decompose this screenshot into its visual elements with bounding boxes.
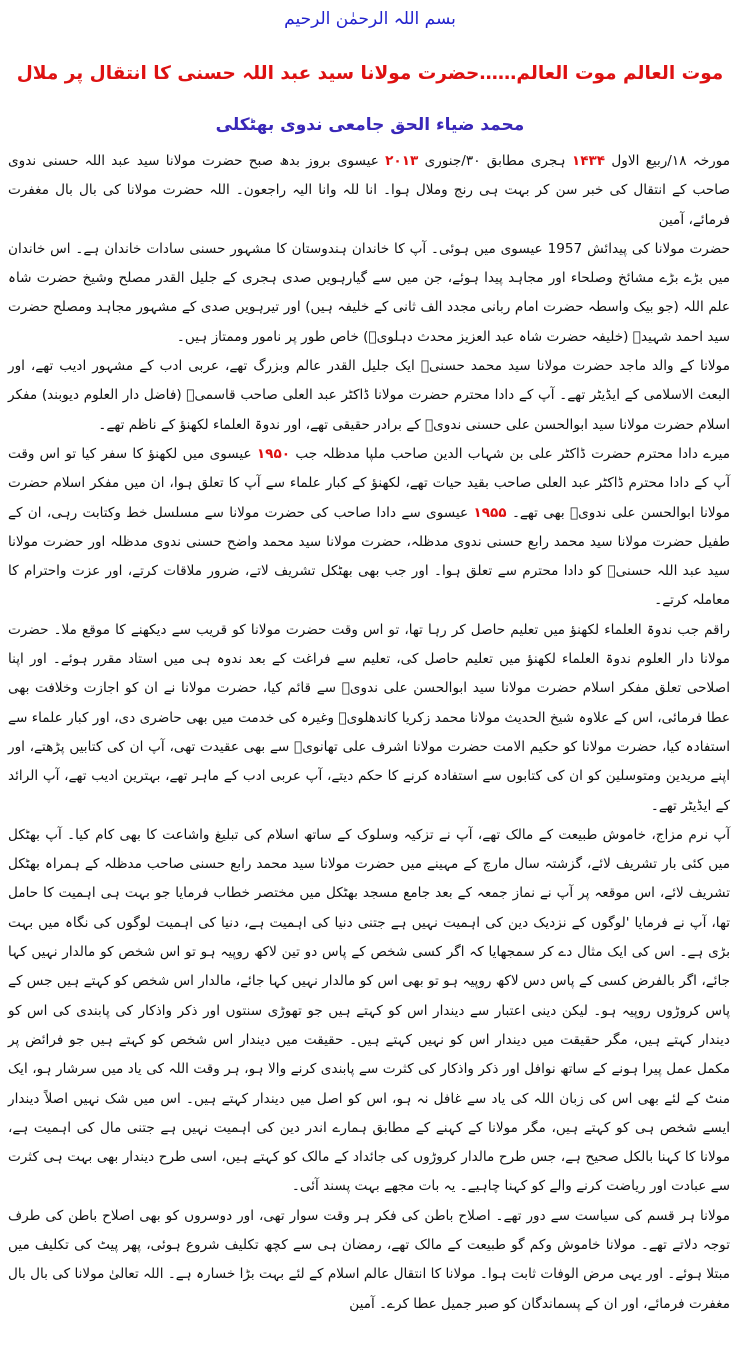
paragraph-closing: مولانا ہر قسم کی سیاست سے دور تھے۔ اصلاح باطن کی فکر ہر وقت سوار تھی، اور دوسروں کو بھی اصلاح باطن کی طرف توجہ دلاتے تھے۔ مولانا خاموش وکم گو طبیعت کے مالک تھے، رمضان ہی سے کچھ تکلیف شروع ہوئی، پھر پیٹ کی تکلیف میں مبتلا ہوئے۔ اور یہی مرض الوفات ثابت ہوا۔ مولانا کا انتقال عالم اسلام کے لئے بہت بڑا خسارہ ہے۔ اللہ تعالیٰ مولانا کی بال بال مغفرت فرمائے، اور ان کے پسماندگان کو صبر جمیل عطا کرے۔ آمین: [8, 1207, 730, 1312]
gregorian-year: ۲۰۱۳: [385, 153, 419, 169]
article-title: موت العالم موت العالم……حضرت مولانا سید عبد اللہ حسنی کا انتقال پر ملال: [16, 63, 724, 84]
paragraph-announcement: [8, 147, 730, 235]
author-byline: محمد ضیاء الحق جامعی ندوی بھٹکلی: [215, 115, 525, 135]
paragraph-text: مورخہ ۱۸/ربیع الاول: [605, 153, 731, 169]
paragraph-education: راقم جب ندوۃ العلماء لکھنؤ میں تعلیم حاصل کر رہا تھا، تو اس وقت حضرت مولانا کو قریب سے دیکھنے کا موقع ملا۔ حضرت مولانا دار العلوم ندوۃ العلماء لکھنؤ میں تعلیم حاصل کی، تعلیم سے فراغت کے بعد ندوہ ہی میں استاد مقرر ہوئے۔ اور اپنا اصلاحی تعلق مفکر اسلام حضرت مولانا سید ابوالحسن علی ندویؒ سے قائم کیا، حضرت مولانا نے ان کو اجازت وخلافت بھی عطا فرمائی، اس کے علاوہ شیخ الحدیث مولانا محمد زکریا کاندھلویؒ وغیرہ کی خدمت میں بھی حاضری دی، اور کبار علماء سے استفادہ کیا، حضرت مولانا کو حکیم الامت حضرت مولانا اشرف علی تھانویؒ سے بھی عقیدت تھی، آپ ان کی کتابیں پڑھتے، اور اپنے مریدین ومتوسلین کو ان کی کتابوں سے استفادہ کرنے کا حکم دیتے، آپ عربی ادب کے ماہر تھے، بہترین ادیب تھے، آپ الرائد کے ایڈیٹر تھے۔: [8, 621, 730, 814]
paragraph-text: عیسوی بروز بدھ صبح حضرت مولانا سید عبد اللہ حسنی ندوی صاحب کے انتقال کی خبر سن کر بہت ہی رنج وملال ہوا۔ انا للہ وانا الیہ راجعون۔ اللہ حضرت مولانا کی بال بال مغفرت فرمائے، آمین: [8, 153, 730, 228]
year-1950: ۱۹۵۰: [256, 445, 291, 462]
paragraph-father: مولانا کے والد ماجد حضرت مولانا سید محمد حسنیؒ ایک جلیل القدر عالم وبزرگ تھے، عربی ادب کے مشہور ادیب تھے، اور البعث الاسلامی کے ایڈیٹر تھے۔ آپ کے دادا محترم حضرت مولانا ڈاکٹر عبد العلی صاحب قاسمیؒ (فاضل دار العلوم دیوبند) مفکر اسلام حضرت مولانا سید ابوالحسن علی حسنی ندویؒ کے برادر حقیقی تھے، اور ندوۃ العلماء لکھنؤ کے ناظم تھے۔: [8, 358, 730, 433]
paragraph-character: آپ نرم مزاج، خاموش طبیعت کے مالک تھے، آپ نے تزکیہ وسلوک کے ساتھ اسلام کی تبلیغ واشاعت کا بھی کام کیا۔ آپ بھٹکل میں کئی بار تشریف لائے، گزشتہ سال مارچ کے مہینے میں حضرت مولانا سید محمد رابع حسنی صاحب مدظلہ کے ہمراہ بھٹکل تشریف لائے، اس موقعہ پر آپ نے نماز جمعہ کے بعد جامع مسجد بھٹکل میں مختصر خطاب فرمایا جو بہت ہی اہمیت کا حامل تھا، آپ نے فرمایا 'لوگوں کے نزدیک دین کی اہمیت نہیں ہے جتنی دنیا کی اہمیت ہے، دنیا کی اہمیت لوگوں کی نگاہ میں بہت بڑی ہے۔ اس کی ایک مثال دے کر سمجھایا کہ اگر کسی شخص کے پاس دو تین لاکھ روپیہ ہو تو اس شخص کو مالدار نہیں کہا جائے، اگر بالفرض کسی کے پاس دس لاکھ روپیہ ہو تو بھی اس کو مالدار نہیں کہا جائے، مالدار اس شخص کو کہتے ہیں جس کے پاس کروڑوں روپیہ ہو۔ لیکن دینی اعتبار سے دیندار اس کو کہتے ہیں جو تھوڑی سنتوں اور ذکر واذکار کی پابندی کی اس کو دیندار کہتے ہیں، مگر حقیقت میں دیندار اس کو نہیں کہتے ہیں۔ حقیقت میں دیندار اس شخص کو کہتے ہیں جو فرائض پر مکمل عمل پیرا ہونے کے ساتھ نوافل اور ذکر واذکار کی کثرت سے پابندی کرنے والا ہو، ہر وقت اللہ کی یاد میں سرشار ہو، ایک منٹ کے لئے بھی اس کی زبان اللہ کی یاد سے غافل نہ ہو، اس کو اصل میں دیندار کہتے ہیں۔ اس میں شک نہیں اصلاً دیندار ایسے شخص ہی کو کہتے ہیں، مگر مولانا کے کہنے کے مطابق ہمارے اندر دین کی اہمیت نہیں ہے جتنی مال کی اہمیت ہے، مولانا کا کہنا بالکل صحیح ہے، جس طرح مالدار کروڑوں کی جائداد کے مالک کو کہتے ہیں، اسی طرح دیندار بھی بہت ہی کثرت سے عبادت اور ریاضت کرنے والے کو کہنا چاہیے۔ یہ بات مجھے بہت پسند آئی۔: [8, 826, 730, 1195]
bismillah-heading: بسم اللہ الرحمٰن الرحیم: [284, 9, 456, 29]
paragraph-text: ہجری مطابق ۳۰/جنوری: [418, 153, 572, 169]
hijri-year: ۱۴۳۴: [571, 153, 606, 169]
year-1955: ۱۹۵۵: [473, 504, 507, 521]
paragraph-grandfather: [8, 440, 730, 616]
paragraph-text: عیسوی سے دادا صاحب کی حضرت مولانا سے مسلسل خط وکتابت رہی، ان کے طفیل حضرت مولانا سید محمد رابع حسنی ندوی مدظلہ، حضرت مولانا سید محمد واضح حسنی ندوی مدظلہ اور حضرت مولانا سید عبد اللہ حسنیؒ کو دادا محترم سے تعلق ہوا۔ اور جب بھی بھٹکل تشریف لاتے، ضرور ملاقات کرتے، اور عزت واحترام کا معاملہ کرتے۔: [8, 504, 730, 609]
article-body: [8, 147, 730, 1319]
paragraph-text: عیسوی میں لکھنؤ کا سفر کیا تو اس وقت آپ کے دادا محترم ڈاکٹر عبد العلی صاحب بقید حیات تھے، لکھنؤ کے کبار علماء سے آپ کا تعلق ہوا، ان میں مفکر اسلام حضرت مولانا ابوالحسن علی ندویؒ بھی تھے۔: [8, 445, 730, 521]
paragraph-family: حضرت مولانا کی پیدائش 1957 عیسوی میں ہوئی۔ آپ کا خاندان ہندوستان کا مشہور حسنی سادات خاندان ہے۔ اس خاندان میں بڑے بڑے مشائخ وصلحاء اور مجاہد پیدا ہوئے، جن میں سے گیارہویں صدی ہجری کے جلیل القدر مصلح وشیخ حضرت شاہ علم اللہ (جو بیک واسطہ حضرت امام ربانی مجدد الف ثانی کے خلیفہ ہیں) اور تیرہویں صدی کے مشہور مجاہد ومصلح حضرت سید احمد شہیدؒ (خلیفہ حضرت شاہ عبد العزیز محدث دہلویؒ) خاص طور پر نامور وممتاز ہیں۔: [8, 240, 730, 345]
paragraph-text: میرے دادا محترم حضرت ڈاکٹر علی بن شہاب الدین صاحب ملپا مدظلہ جب: [290, 445, 730, 462]
